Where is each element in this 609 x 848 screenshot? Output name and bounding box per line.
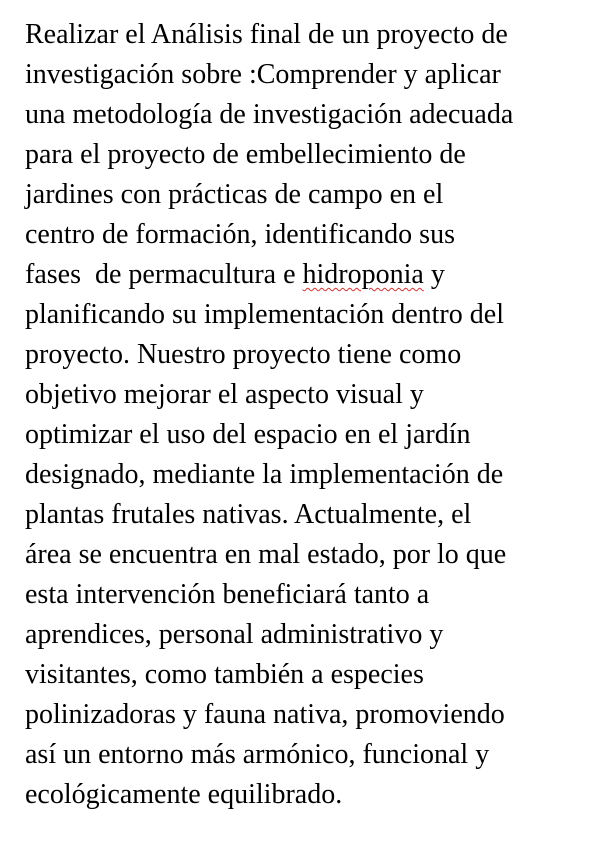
text-line: designado, mediante la implementación de: [25, 459, 504, 490]
text-line: polinizadoras y fauna nativa, promoviendo: [25, 699, 505, 730]
text-line: jardines con prácticas de campo en el: [25, 179, 444, 210]
text-line: para el proyecto de embellecimiento de: [25, 139, 466, 170]
document-body-text[interactable]: [25, 15, 605, 815]
text-line: visitantes, como también a especies: [25, 659, 424, 690]
spellcheck-flagged-word[interactable]: hidroponia: [302, 259, 424, 290]
text-line: investigación sobre :Comprender y aplicar: [25, 59, 501, 90]
text-line: área se encuentra en mal estado, por lo que: [25, 539, 507, 570]
text-segment: y: [423, 259, 445, 290]
text-line: [25, 255, 605, 295]
text-line: así un entorno más armónico, funcional y: [25, 739, 490, 770]
text-line: optimizar el uso del espacio en el jardín: [25, 419, 471, 450]
text-line: plantas frutales nativas. Actualmente, el: [25, 499, 472, 530]
text-line: aprendices, personal administrativo y: [25, 619, 444, 650]
text-line: esta intervención beneficiará tanto a: [25, 579, 430, 610]
text-line: ecológicamente equilibrado.: [25, 779, 343, 810]
text-line: objetivo mejorar el aspecto visual y: [25, 379, 424, 410]
text-line: centro de formación, identificando sus: [25, 219, 455, 250]
text-line: una metodología de investigación adecuada: [25, 99, 514, 130]
text-line: Realizar el Análisis final de un proyecto de: [25, 19, 508, 50]
text-line: planificando su implementación dentro del: [25, 299, 504, 330]
text-line: proyecto. Nuestro proyecto tiene como: [25, 339, 462, 370]
text-segment: fases de permacultura e: [25, 259, 303, 290]
